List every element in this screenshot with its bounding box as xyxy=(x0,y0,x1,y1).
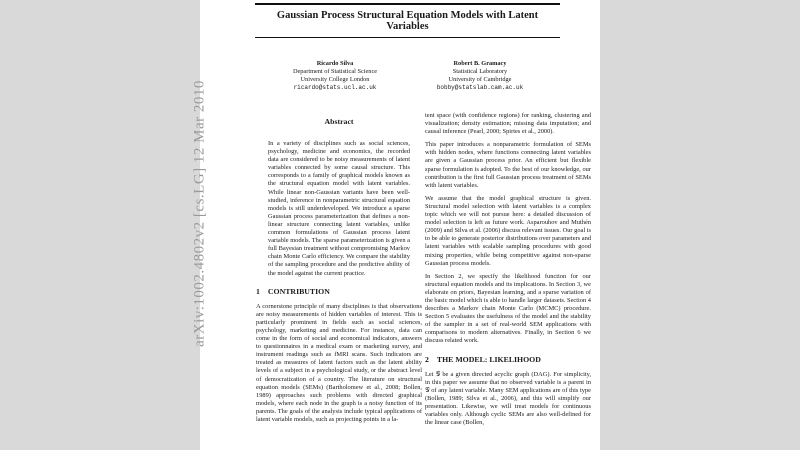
section-heading xyxy=(425,356,591,364)
section-heading xyxy=(256,288,422,296)
author-dept: Statistical Laboratory xyxy=(452,68,508,75)
author-block-1 xyxy=(260,60,410,92)
section-number: 2 xyxy=(425,354,429,364)
title-rule-bottom xyxy=(255,37,560,38)
author-email: bobby@statslab.cam.ac.uk xyxy=(436,84,524,91)
body-paragraph: tent space (with confidence regions) for ranking, clustering and visualization; density estimation; missing data imputation; and causal inference (Pearl, 2000; Spirtes et al., 2000). xyxy=(425,112,591,136)
body-paragraph: Let 𝒢 be a given directed acyclic graph (DAG). For simplicity, in this paper we assume that no observed variable is a parent in 𝒢 of any latent variable. Many SEM applications are of this type (Bollen, 1989; Silva et al., 2006), and this will simplify our presentation. Likewise, we will treat models for continuous variables only. Although cyclic SEMs are also well-defined for the linear case (Bollen, xyxy=(425,370,591,427)
author-institution: University of Cambridge xyxy=(448,76,512,83)
author-name: Robert B. Gramacy xyxy=(453,60,507,67)
body-paragraph: A cornerstone principle of many disciplines is that observations are noisy measurements of hidden variables of interest. This is particularly prominent in fields such as social sciences, psychology, marketing and medicine. For instance, data can come in the form of social and economical indicators, answers to questionnaires in a medical exam or marketing survey, and instrument readings such as fMRI scans. Such indicators are treated as measures of latent factors such as the latent ability levels of a subject in a psychological study, or the abstract level of democratization of a country. The literature on structural equation models (SEMs) (Bartholomew et al., 2008; Bollen, 1989) approaches such problems with directed graphical models, where each node in the graph is a noisy function of its parents. The goals of the analysis include typical applications of latent variable models, such as projecting points in a la- xyxy=(256,302,422,423)
author-email: ricardo@stats.ucl.ac.uk xyxy=(293,84,377,91)
paper-page xyxy=(191,0,600,450)
abstract-text: In a variety of disciplines such as social sciences, psychology, medicine and economics, the recorded data are considered to be noisy measurements of latent variables connected by some causal structure. This corresponds to a family of graphical models known as the structural equation model with latent variables. While linear non-Gaussian variants have been well-studied, inference in nonparametric structural equation models is still underdeveloped. We introduce a sparse Gaussian process parameterization that defines a non-linear structure connecting latent variables, unlike common formulations of Gaussian process latent variable models. The sparse parameterization is given a full Bayesian treatment without compromising Markov chain Monte Carlo efficiency. We compare the stability of the sampling procedure and the predictive ability of the model against the current practice. xyxy=(268,140,410,277)
author-block-2 xyxy=(405,60,555,92)
body-paragraph: We assume that the model graphical structure is given. Structural model selection with latent variables is a complex topic which we will not pursue here: a detailed discussion of model selection is left as future work. Asparouhov and Muthén (2009) and Silva et al. (2006) discuss relevant issues. Our goal is to be able to generate posterior distributions over parameters and latent variables with scalable sampling procedures with good mixing properties, while being competitive against non-sparse Gaussian process models. xyxy=(425,194,591,267)
section-title: THE MODEL: LIKELIHOOD xyxy=(436,354,541,364)
left-column xyxy=(256,140,422,429)
author-name: Ricardo Silva xyxy=(316,60,354,67)
arxiv-stamp: arXiv:1002.4802v2 [cs.LG] 12 Mar 2010 xyxy=(191,80,208,347)
body-paragraph: This paper introduces a nonparametric formulation of SEMs with hidden nodes, where functions connecting latent variables are given a Gaussian process prior. An efficient but flexible sparse formulation is adopted. To the best of our knowledge, our contribution is the first full Gaussian process treatment of SEMs with latent variables. xyxy=(425,141,591,189)
section-number: 1 xyxy=(256,286,260,296)
author-dept: Department of Statistical Science xyxy=(292,68,378,75)
title-rule-top xyxy=(255,3,560,5)
author-institution: University College London xyxy=(300,76,370,83)
abstract-heading: Abstract xyxy=(324,117,354,126)
right-column xyxy=(425,112,591,432)
paper-title: Gaussian Process Structural Equation Models with Latent Variables xyxy=(276,10,539,32)
section-title: CONTRIBUTION xyxy=(267,286,330,296)
body-paragraph: In Section 2, we specify the likelihood function for our structural equation models and its implications. In Section 3, we elaborate on priors, Bayesian learning, and a sparse variation of the basic model which is able to handle larger datasets. Section 4 describes a Markov chain Monte Carlo (MCMC) procedure. Section 5 evaluates the usefulness of the model and the stability of the sampler in a set of real-world SEM applications with comparisons to modern alternatives. Finally, in Section 6 we discuss related work. xyxy=(425,272,591,345)
